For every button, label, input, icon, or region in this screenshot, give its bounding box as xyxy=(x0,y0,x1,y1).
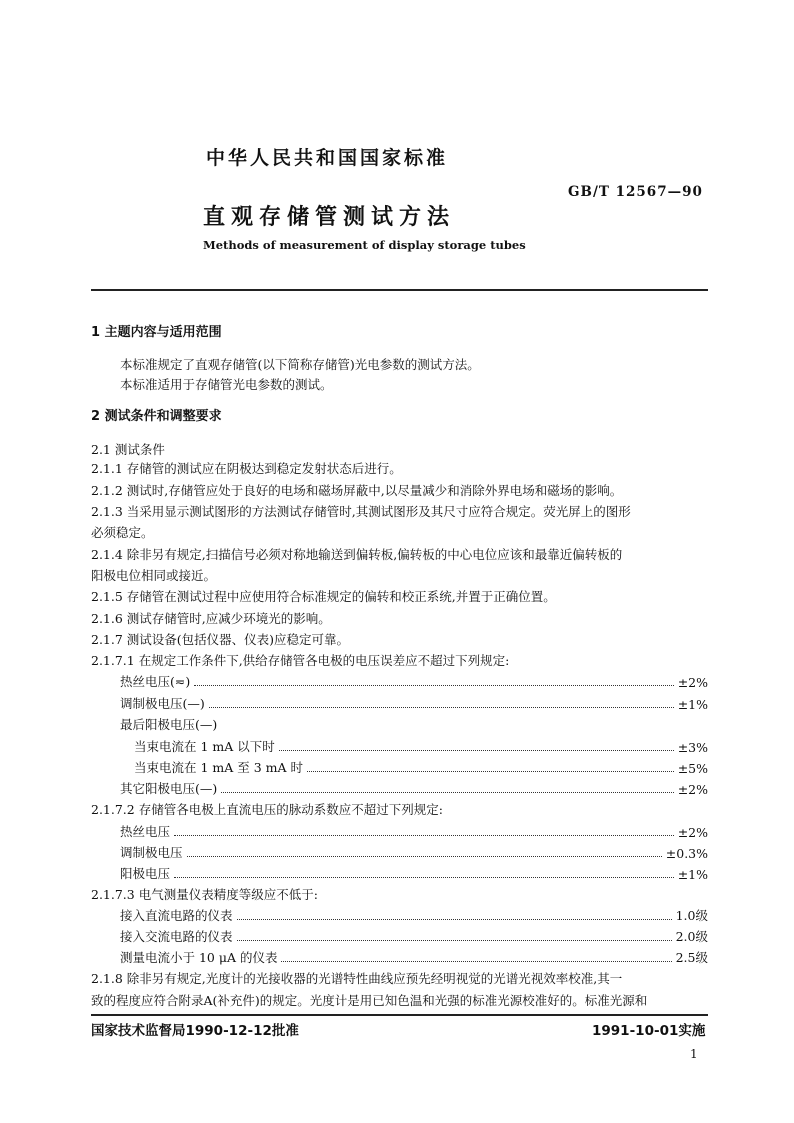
tolerance-label: 热丝电压(≂) xyxy=(120,674,191,689)
tolerance-subheading: 最后阳极电压(—) xyxy=(120,717,218,732)
section-2-heading: 2 测试条件和调整要求 xyxy=(91,409,222,424)
footer-rule xyxy=(91,1014,708,1016)
ripple-value: ±2% xyxy=(677,825,708,840)
tolerance-row xyxy=(120,694,708,712)
clause-2-1-5: 2.1.5 存储管在测试过程中应使用符合标准规定的偏转和校正系统,并置于正确位置。 xyxy=(91,589,556,604)
accuracy-label: 接入直流电路的仪表 xyxy=(120,908,233,923)
ripple-row xyxy=(120,822,708,840)
ripple-label: 阳极电压 xyxy=(120,866,171,881)
clause-2-1-3: 2.1.3 当采用显示测试图形的方法测试存储管时,其测试图形及其尺寸应符合规定。荧光屏上的图形 xyxy=(91,504,631,519)
header-rule xyxy=(91,289,708,291)
clause-2-1: 2.1 测试条件 xyxy=(91,442,165,457)
effective-date: 1991-10-01实施 xyxy=(592,1023,706,1039)
ripple-row xyxy=(120,864,708,882)
ripple-label: 调制极电压 xyxy=(120,845,183,860)
clause-2-1-7-1: 2.1.7.1 在规定工作条件下,供给存储管各电极的电压误差应不超过下列规定: xyxy=(91,653,510,668)
approval-line: 国家技术监督局1990-12-12批准 xyxy=(91,1023,299,1039)
page-number: 1 xyxy=(690,1047,698,1061)
tolerance-value: ±5% xyxy=(677,761,708,776)
clause-2-1-7: 2.1.7 测试设备(包括仪器、仪表)应稳定可靠。 xyxy=(91,632,350,647)
tolerance-label: 当束电流在 1 mA 至 3 mA 时 xyxy=(134,760,304,775)
ripple-row xyxy=(120,843,708,861)
clause-2-1-8: 2.1.8 除非另有规定,光度计的光接收器的光谱特性曲线应预先经明视觉的光谱光视效率校准,其一 xyxy=(91,971,623,986)
standard-number: GB/T 12567—90 xyxy=(568,184,703,200)
tolerance-value: ±1% xyxy=(677,697,708,712)
ripple-value: ±0.3% xyxy=(665,846,708,861)
tolerance-row xyxy=(120,672,708,690)
accuracy-value: 1.0级 xyxy=(675,908,708,923)
tolerance-row xyxy=(120,779,708,797)
clause-2-1-4: 2.1.4 除非另有规定,扫描信号必须对称地输送到偏转板,偏转板的中心电位应该和最靠近偏转板的 xyxy=(91,547,623,562)
clause-2-1-7-3: 2.1.7.3 电气测量仪表精度等级应不低于: xyxy=(91,887,318,902)
accuracy-value: 2.0级 xyxy=(675,929,708,944)
tolerance-value: ±2% xyxy=(677,782,708,797)
section-1-heading: 1 主题内容与适用范围 xyxy=(91,325,222,340)
accuracy-value: 2.5级 xyxy=(675,950,708,965)
document-title-en: Methods of measurement of display storage tubes xyxy=(203,238,526,252)
clause-2-1-3-cont: 必须稳定。 xyxy=(91,525,154,540)
accuracy-row xyxy=(120,906,708,924)
ripple-label: 热丝电压 xyxy=(120,824,171,839)
document-title-cn: 直观存储管测试方法 xyxy=(203,205,456,230)
clause-2-1-6: 2.1.6 测试存储管时,应减少环境光的影响。 xyxy=(91,611,331,626)
accuracy-label: 测量电流小于 10 μA 的仪表 xyxy=(120,950,278,965)
clause-2-1-4-cont: 阳极电位相同或接近。 xyxy=(91,568,217,583)
clause-2-1-7-2: 2.1.7.2 存储管各电极上直流电压的脉动系数应不超过下列规定: xyxy=(91,802,443,817)
section-1-paragraph: 本标准适用于存储管光电参数的测试。 xyxy=(120,377,333,392)
clause-2-1-8-cont: 致的程度应符合附录A(补充件)的规定。光度计是用已知色温和光强的标准光源校准好的。标准光源和 xyxy=(91,993,648,1008)
ripple-value: ±1% xyxy=(677,867,708,882)
section-1-paragraph: 本标准规定了直观存储管(以下简称存储管)光电参数的测试方法。 xyxy=(120,357,480,372)
tolerance-label: 调制极电压(—) xyxy=(120,696,205,711)
tolerance-value: ±3% xyxy=(677,740,708,755)
accuracy-row xyxy=(120,948,708,966)
tolerance-row xyxy=(134,758,708,776)
clause-2-1-1: 2.1.1 存储管的测试应在阴极达到稳定发射状态后进行。 xyxy=(91,461,402,476)
tolerance-row xyxy=(134,737,708,755)
accuracy-row xyxy=(120,927,708,945)
clause-2-1-2: 2.1.2 测试时,存储管应处于良好的电场和磁场屏蔽中,以尽量减少和消除外界电场和磁场的影响。 xyxy=(91,483,623,498)
accuracy-label: 接入交流电路的仪表 xyxy=(120,929,233,944)
tolerance-value: ±2% xyxy=(677,675,708,690)
tolerance-label: 当束电流在 1 mA 以下时 xyxy=(134,739,275,754)
tolerance-label: 其它阳极电压(—) xyxy=(120,781,218,796)
national-standard-title: 中华人民共和国国家标准 xyxy=(206,147,449,169)
